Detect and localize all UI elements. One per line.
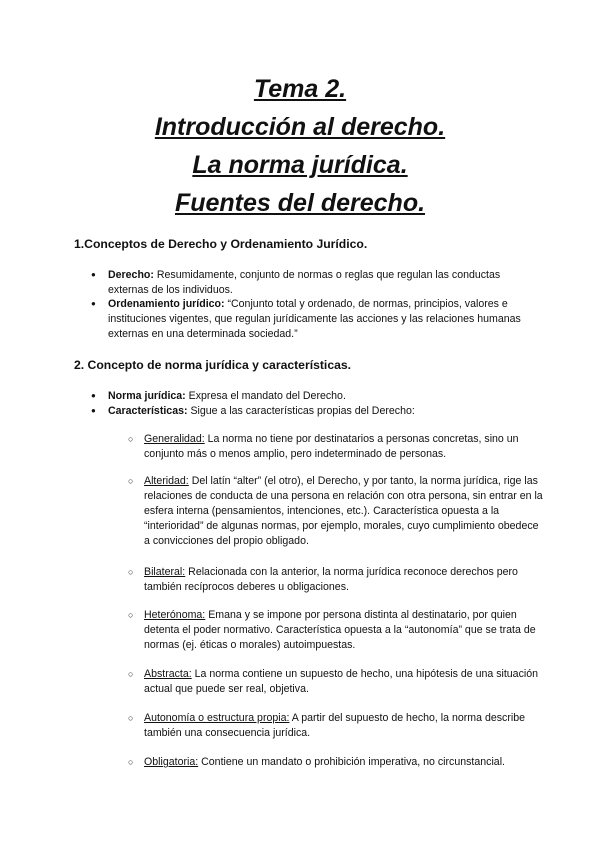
- list-item: [91, 389, 541, 404]
- characteristic-item: [128, 608, 544, 653]
- characteristic-text: Del latín “alter” (el otro), el Derecho, y por tanto, la norma jurídica, rige las relaciones de conducta de una persona en relación con otra persona, sin entrar en la esfera interna (pensamientos, intenciones, etc.). Característica opuesta a la “interioridad” de algunas normas, por ejemplo, morales, cuyo cumplimiento obedece a convicciones del propio obligado.: [144, 475, 543, 547]
- title-line-2: Introducción al derecho.: [154, 113, 446, 141]
- characteristic-term: Obligatoria:: [144, 756, 199, 768]
- characteristic-item: [128, 667, 544, 697]
- list-item: [91, 404, 541, 419]
- section-2-heading: 2. Concepto de norma jurídica y características.: [74, 358, 352, 372]
- characteristic-item: [128, 711, 544, 741]
- characteristic-text: La norma no tiene por destinatarios a personas concretas, sino un conjunto más o menos amplio, pero indeterminado de personas.: [144, 433, 519, 460]
- characteristic-item: [128, 474, 544, 549]
- characteristic-text: Contiene un mandato o prohibición imperativa, no circunstancial.: [198, 756, 505, 768]
- characteristic-text: Emana y se impone por persona distinta al destinatario, por quien detenta el poder normativo. Característica opuesta a la “autonomía” que se trata de normas (ej. éticas o morales) autoimpuestas.: [144, 609, 536, 651]
- characteristic-term: Abstracta:: [144, 668, 192, 680]
- characteristic-item: [128, 565, 544, 595]
- item-text: Resumidamente, conjunto de normas o reglas que regulan las conductas externas de los individuos.: [108, 269, 501, 296]
- characteristic-text: Relacionada con la anterior, la norma jurídica reconoce derechos pero también recíprocos deberes u obligaciones.: [144, 566, 518, 593]
- characteristic-item: [128, 432, 544, 462]
- characteristic-term: Generalidad:: [144, 433, 205, 445]
- characteristic-text: La norma contiene un supuesto de hecho, una hipótesis de una situación actual que puede ser real, objetiva.: [144, 668, 539, 695]
- item-text: Expresa el mandato del Derecho.: [185, 390, 346, 402]
- section-2-list: [91, 389, 541, 418]
- title-line-4: Fuentes del derecho.: [174, 189, 426, 217]
- title-line-1: Tema 2.: [253, 75, 347, 103]
- item-term: Derecho:: [108, 269, 154, 281]
- item-term: Norma jurídica:: [108, 390, 186, 402]
- characteristic-term: Autonomía o estructura propia:: [144, 712, 290, 724]
- item-term: Ordenamiento jurídico:: [108, 298, 225, 311]
- characteristic-term: Alteridad:: [144, 475, 189, 487]
- item-term: Características:: [108, 404, 188, 417]
- list-item: [91, 297, 541, 341]
- characteristic-term: Bilateral:: [144, 566, 186, 578]
- item-text: Sigue a las características propias del Derecho:: [187, 404, 415, 417]
- list-item: [91, 268, 541, 297]
- characteristic-item: [128, 755, 544, 770]
- characteristic-term: Heterónoma:: [144, 609, 206, 621]
- item-text: “Conjunto total y ordenado, de normas, principios, valores e instituciones vigentes, que regulan jurídicamente las acciones y las relaciones humanas externas en una determinada sociedad.”: [108, 298, 521, 340]
- section-1-heading: 1.Conceptos de Derecho y Ordenamiento Jurídico.: [74, 237, 368, 251]
- title-line-3: La norma jurídica.: [192, 151, 408, 179]
- section-1-list: [91, 268, 541, 342]
- characteristic-text: A partir del supuesto de hecho, la norma describe también una consecuencia jurídica.: [144, 712, 526, 739]
